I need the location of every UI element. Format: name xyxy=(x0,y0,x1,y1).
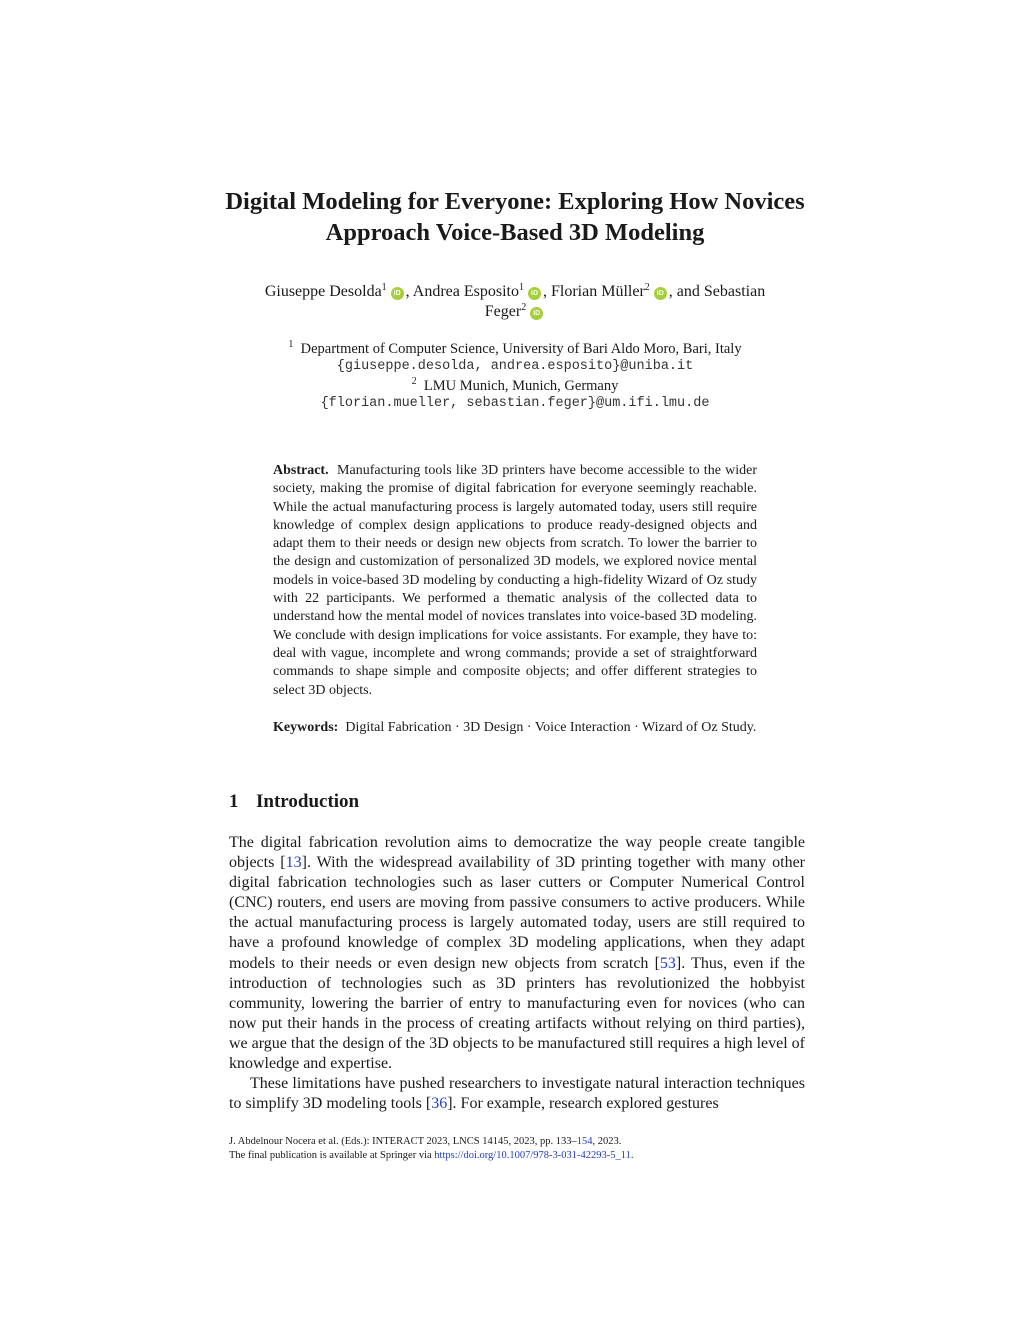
affiliation-1-email: {giuseppe.desolda, andrea.esposito}@uniba.it xyxy=(336,359,694,375)
footnote-text: J. Abdelnour Nocera et al. (Eds.): INTERACT 2023, LNCS 14145, 2023, pp. 133– xyxy=(229,1136,577,1147)
author-name: Giuseppe Desolda xyxy=(264,283,382,300)
affiliation-2-marker: 2 xyxy=(411,375,417,387)
author-list: Giuseppe Desolda$^1$iD , Andrea Esposito$^1$iD , Florian Müller$^2$iD , and Sebastian Feger$^2$iD xyxy=(264,282,766,320)
page-link[interactable]: 154 xyxy=(576,1136,593,1147)
title-line-1: Digital Modeling for Everyone: Exploring How Novices xyxy=(225,188,805,215)
section-title: Introduction xyxy=(256,791,360,812)
citation-link[interactable]: 53 xyxy=(659,954,676,972)
affiliation-marker: 2 xyxy=(521,302,527,313)
section-number: 1 xyxy=(229,791,239,812)
orcid-icon[interactable]: iD xyxy=(530,307,543,320)
citation-link[interactable]: 13 xyxy=(285,854,302,872)
keywords-text: Digital Fabrication · 3D Design · Voice Interaction · Wizard of Oz Study. xyxy=(345,720,757,735)
paragraph-text: ]. Thus, even if the introduction of technologies such as 3D printers has revolutionized the hobbyist community, lowering the barrier of entry to manufacturing even for novices (who can now put their hands in the process of creating artifacts without relying on third parties), we argue that the design of the 3D objects to be manufactured still requires a high level of knowledge and expertise. xyxy=(229,954,806,1073)
abstract-text: Manufacturing tools like 3D printers have become accessible to the wider society, making the promise of digital fabrication for everyone seemingly reachable. While the actual manufacturing process is largely automated today, users still require knowledge of complex design applications to produce ready-designed objects and adapt them to their needs or design new objects from scratch. To lower the barrier to the design and customization of personalized 3D models, we explored novice mental models in voice-based 3D modeling by conducting a high-fidelity Wizard of Oz study with 22 participants. We performed a thematic analysis of the collected data to understand how the mental model of novices translates into voice-based 3D modeling. We conclude with design implications for voice assistants. For example, they have to: deal with vague, incomplete and wrong commands; provide a set of straightforward commands to shape simple and composite objects; and offer different strategies to select 3D objects. xyxy=(273,463,757,698)
affiliation-1 xyxy=(220,340,810,358)
affiliation-2-email: {florian.mueller, sebastian.feger}@um.ifi.lmu.de xyxy=(320,395,710,411)
keywords-label: Keywords: xyxy=(273,720,339,735)
affiliation-1-marker: 1 xyxy=(288,339,294,350)
abstract-label: Abstract. xyxy=(273,463,329,478)
body-paragraph-2 xyxy=(229,1074,805,1114)
body-paragraph-1 xyxy=(229,833,805,1074)
orcid-icon[interactable]: iD xyxy=(528,287,541,300)
orcid-icon[interactable]: iD xyxy=(391,287,404,300)
affiliation-marker: 1 xyxy=(381,282,387,293)
author-name: Florian Müller xyxy=(551,283,645,300)
paper-title xyxy=(200,186,830,248)
paragraph-text: ]. For example, research explored gestures xyxy=(447,1095,719,1113)
author-name-prefix: and Sebastian xyxy=(676,283,766,300)
affiliations xyxy=(220,340,810,413)
affiliation-marker: 2 xyxy=(644,282,650,293)
author-name: Feger xyxy=(484,303,522,320)
footnote-line-2 xyxy=(229,1149,805,1163)
footnote-line-1 xyxy=(229,1135,805,1149)
affiliation-2-text: LMU Munich, Munich, Germany xyxy=(423,377,619,394)
keywords xyxy=(273,719,757,737)
title-line-2: Approach Voice-Based 3D Modeling xyxy=(325,219,705,246)
section-heading xyxy=(229,790,359,814)
paragraph-text: These limitations have pushed researchers to investigate natural interaction techniques to simplify 3D modeling tools [ xyxy=(229,1075,805,1113)
footnote-text: , 2023. xyxy=(592,1136,622,1147)
doi-link[interactable]: https://doi.org/10.1007/978-3-031-42293-5_11 xyxy=(434,1149,631,1161)
paragraph-text: The digital fabrication revolution aims to democratize the way people create tangible objects [ xyxy=(229,834,805,872)
affiliation-1-text: Department of Computer Science, University of Bari Aldo Moro, Bari, Italy xyxy=(300,341,742,357)
affiliation-marker: 1 xyxy=(519,282,524,293)
footnote-text: The final publication is available at Springer via xyxy=(229,1149,435,1161)
orcid-icon[interactable]: iD xyxy=(654,287,667,300)
footnote-text: . xyxy=(630,1149,634,1161)
footnote xyxy=(229,1135,805,1162)
affiliation-2 xyxy=(220,377,810,395)
author-name: Andrea Esposito xyxy=(412,283,519,300)
citation-link[interactable]: 36 xyxy=(431,1095,448,1113)
paragraph-text: ]. With the widespread availability of 3D printing together with many other digital fabrication technologies such as laser cutters or Computer Numerical Control (CNC) routers, end users are moving from passive consumers to active producers. While the actual manufacturing process is largely automated today, users are still required to have a profound knowledge of complex 3D modeling applications, when they adapt models to their needs or even design new objects from scratch [ xyxy=(229,854,806,972)
abstract xyxy=(273,462,757,700)
